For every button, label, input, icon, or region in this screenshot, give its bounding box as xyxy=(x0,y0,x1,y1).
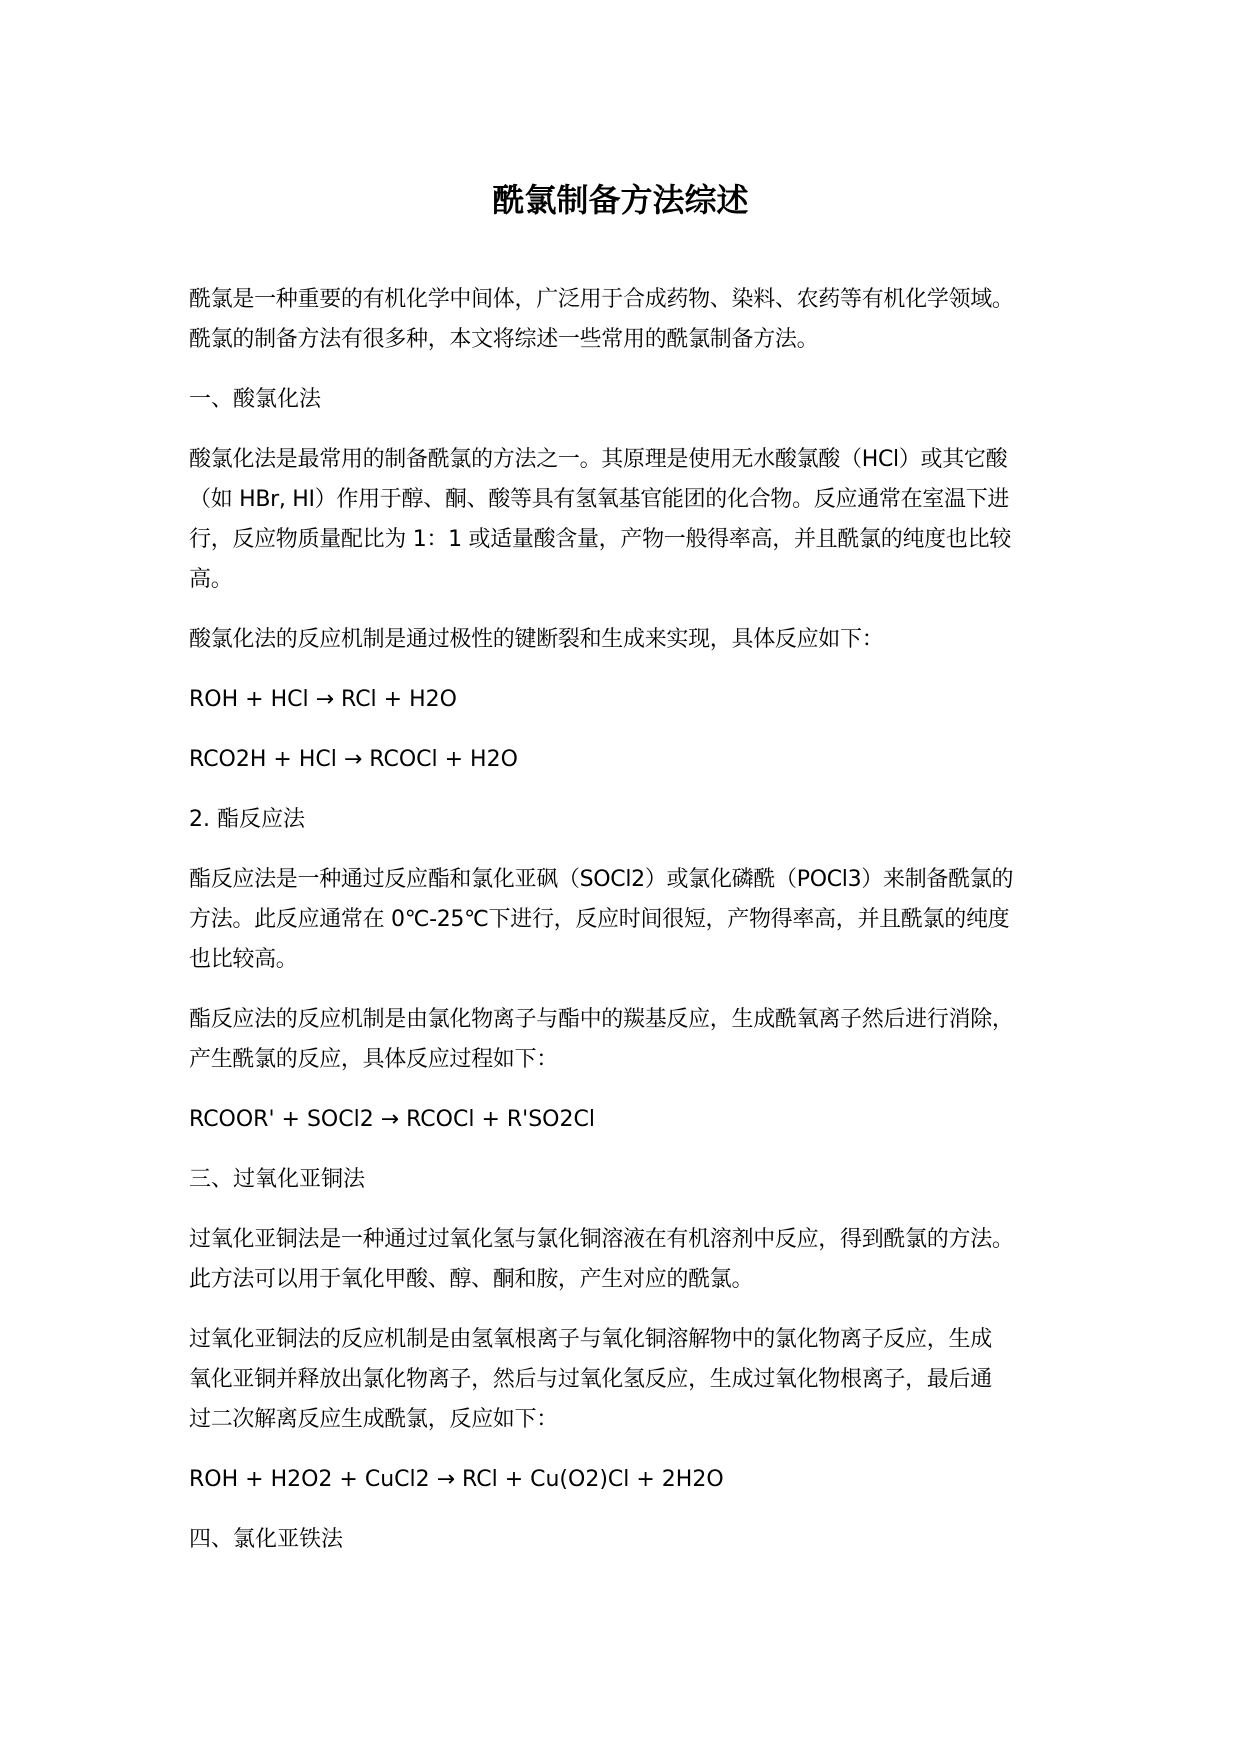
section-heading: 2. 酯反应法 xyxy=(189,807,305,832)
intro-paragraph xyxy=(189,280,1079,360)
text-line: （如 HBr, HI）作用于醇、酮、酸等具有氢氧基官能团的化合物。反应通常在室温下进 xyxy=(189,487,1010,512)
section-heading: 三、过氧化亚铜法 xyxy=(189,1167,366,1192)
text-line: 行，反应物质量配比为 1：1 或适量酸含量，产物一般得率高，并且酰氯的纯度也比较 xyxy=(189,527,1011,552)
text-line: 氧化亚铜并释放出氯化物离子，然后与过氧化氢反应，生成过氧化物根离子，最后通 xyxy=(189,1367,992,1392)
text-line: 过二次解离反应生成酰氯，反应如下： xyxy=(189,1407,558,1432)
section-heading: 四、氯化亚铁法 xyxy=(189,1527,344,1552)
text-line: 此方法可以用于氧化甲酸、醇、酮和胺，产生对应的酰氯。 xyxy=(189,1267,754,1292)
section-paragraph xyxy=(189,1000,1079,1080)
reaction-formula: RCOOR' + SOCl2 → RCOCl + R'SO2Cl xyxy=(189,1107,595,1132)
text-line: 过氧化亚铜法的反应机制是由氢氧根离子与氧化铜溶解物中的氯化物离子反应，生成 xyxy=(189,1327,992,1352)
text-line: 酯反应法的反应机制是由氯化物离子与酯中的羰基反应，生成酰氧离子然后进行消除， xyxy=(189,1007,1014,1032)
text-line: 酯反应法是一种通过反应酯和氯化亚砜（SOCl2）或氯化磷酰（POCl3）来制备酰氯的 xyxy=(189,867,1014,892)
section-paragraph xyxy=(189,1220,1079,1300)
reaction-formula: ROH + H2O2 + CuCl2 → RCl + Cu(O2)Cl + 2H2O xyxy=(189,1467,724,1492)
text-line: 产生酰氯的反应，具体反应过程如下： xyxy=(189,1047,558,1072)
section-paragraph xyxy=(189,440,1079,600)
reaction-formula: ROH + HCl → RCl + H2O xyxy=(189,687,457,712)
text-line: 高。 xyxy=(189,567,233,592)
text-line: 酰氯是一种重要的有机化学中间体，广泛用于合成药物、染料、农药等有机化学领域。 xyxy=(189,287,1014,312)
text-line: 过氧化亚铜法是一种通过过氧化氢与氯化铜溶液在有机溶剂中反应，得到酰氯的方法。 xyxy=(189,1227,1014,1252)
text-line: 方法。此反应通常在 0℃-25℃下进行，反应时间很短，产物得率高，并且酰氯的纯度 xyxy=(189,907,1010,932)
section-heading: 一、酸氯化法 xyxy=(189,387,322,412)
section-paragraph: 酸氯化法的反应机制是通过极性的键断裂和生成来实现，具体反应如下： xyxy=(189,627,884,652)
reaction-formula: RCO2H + HCl → RCOCl + H2O xyxy=(189,747,518,772)
document-body xyxy=(189,280,1079,1580)
section-paragraph xyxy=(189,860,1079,980)
text-line: 也比较高。 xyxy=(189,947,298,972)
section-paragraph xyxy=(189,1320,1079,1440)
document-title: 酰氯制备方法综述 xyxy=(492,181,749,219)
text-line: 酰氯的制备方法有很多种，本文将综述一些常用的酰氯制备方法。 xyxy=(189,327,819,352)
text-line: 酸氯化法是最常用的制备酰氯的方法之一。其原理是使用无水酸氯酸（HCl）或其它酸 xyxy=(189,447,1008,472)
